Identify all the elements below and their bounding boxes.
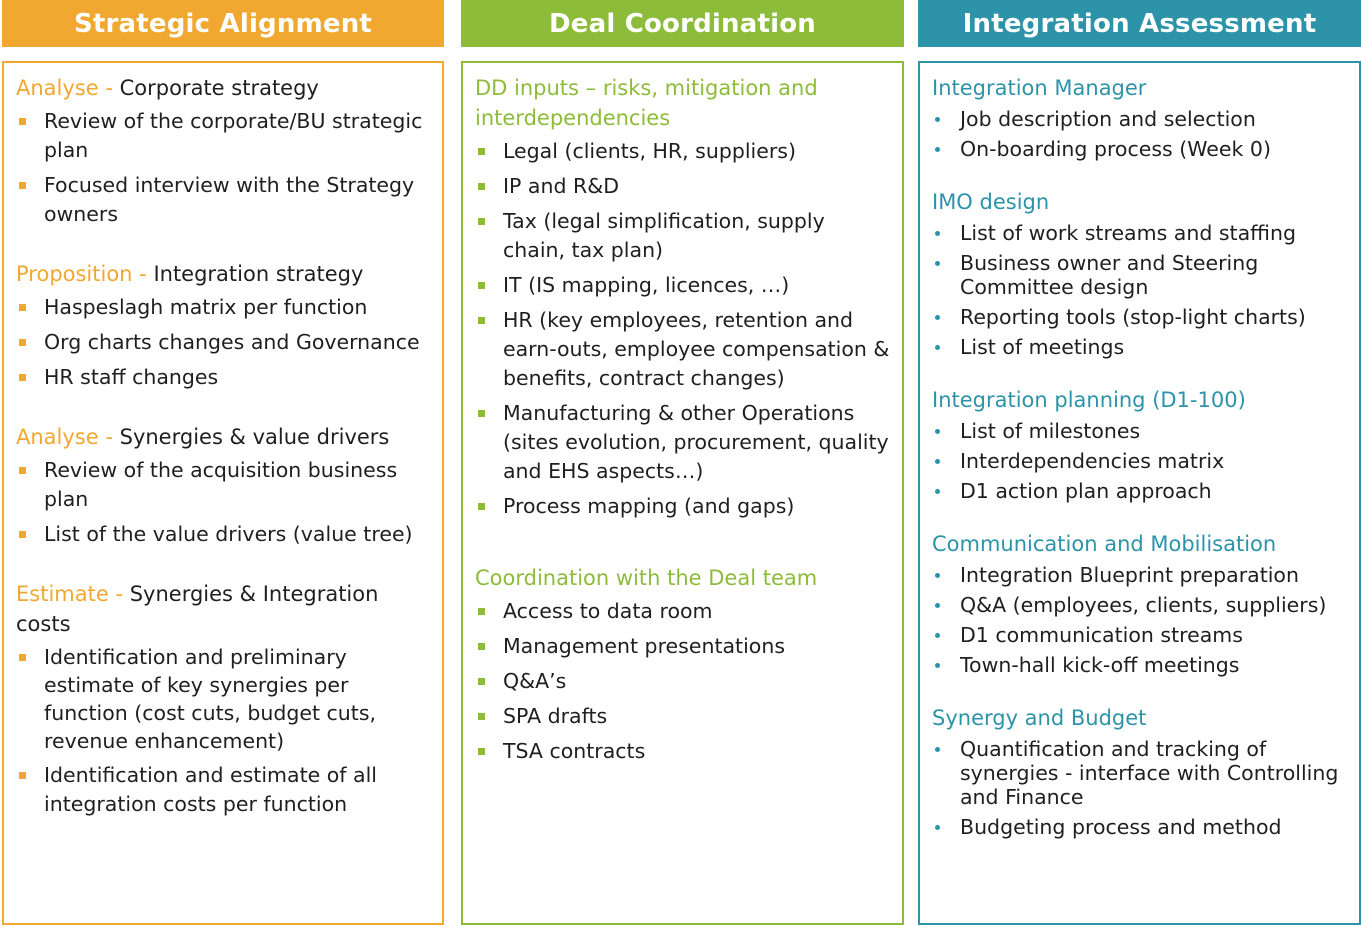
column-strategic-alignment [2,0,444,816]
square-bullet-icon [19,772,26,779]
square-bullet-icon [19,182,26,189]
column-deal-coordination [461,0,904,763]
section-title: Integration Manager [932,76,1147,100]
dot-bullet-icon [935,459,940,464]
list-item: Org charts changes and Governance [16,328,432,357]
dot-bullet-icon [935,747,940,752]
square-bullet-icon [19,374,26,381]
section-integration-manager [932,73,1349,161]
section-title: Proposition - Integration strategy [16,262,364,286]
list-item: Management presentations [475,632,892,661]
list-item: Q&A’s [475,667,892,696]
dot-bullet-icon [935,633,940,638]
list-item: Tax (legal simplification, supply chain, tax plan) [475,207,892,265]
square-bullet-icon [478,678,485,685]
list-item: HR staff changes [16,363,432,392]
section-analyse-corporate [16,73,432,229]
section-title: Analyse - Synergies & value drivers [16,425,390,449]
section-synergy-budget [932,703,1349,839]
square-bullet-icon [478,183,485,190]
list-item: Quantification and tracking of synergies - interface with Controlling and Finance [932,737,1349,809]
list-item: Review of the corporate/BU strategic plan [16,107,432,165]
list-item: Process mapping (and gaps) [475,492,892,521]
column-header: Integration Assessment [918,0,1361,47]
section-analyse-synergies [16,422,432,549]
list-item: Legal (clients, HR, suppliers) [475,137,892,166]
column-header: Strategic Alignment [2,0,444,47]
square-bullet-icon [19,654,26,661]
list-item: Budgeting process and method [932,815,1349,839]
square-bullet-icon [478,643,485,650]
section-title: Communication and Mobilisation [932,532,1277,556]
square-bullet-icon [19,339,26,346]
column-panel [918,61,1361,925]
section-title: IMO design [932,190,1050,214]
square-bullet-icon [19,467,26,474]
section-proposition [16,259,432,392]
section-communication [932,529,1349,677]
dot-bullet-icon [935,573,940,578]
list-item: Identification and estimate of all integration costs per function [16,761,432,819]
dot-bullet-icon [935,315,940,320]
column-panel [461,61,904,925]
list-item: HR (key employees, retention and earn-outs, employee compensation & benefits, contract changes) [475,306,892,393]
section-title: Estimate - Synergies & Integration costs [16,582,379,636]
dot-bullet-icon [935,147,940,152]
dot-bullet-icon [935,663,940,668]
square-bullet-icon [478,410,485,417]
section-title: Coordination with the Deal team [475,566,818,590]
section-estimate [16,579,432,819]
square-bullet-icon [19,531,26,538]
list-item: List of milestones [932,419,1349,443]
section-title: Analyse - Corporate strategy [16,76,319,100]
column-integration-assessment [918,0,1361,839]
dot-bullet-icon [935,345,940,350]
list-item: On-boarding process (Week 0) [932,137,1349,161]
dot-bullet-icon [935,117,940,122]
list-item: IT (IS mapping, licences, …) [475,271,892,300]
list-item: List of meetings [932,335,1349,359]
list-item: SPA drafts [475,702,892,731]
list-item: Town-hall kick-off meetings [932,653,1349,677]
square-bullet-icon [478,218,485,225]
square-bullet-icon [478,608,485,615]
square-bullet-icon [19,118,26,125]
square-bullet-icon [19,304,26,311]
list-item: Access to data room [475,597,892,626]
list-item: List of the value drivers (value tree) [16,520,432,549]
list-item: Reporting tools (stop-light charts) [932,305,1349,329]
dot-bullet-icon [935,429,940,434]
list-item: Interdependencies matrix [932,449,1349,473]
list-item: Integration Blueprint preparation [932,563,1349,587]
list-item: D1 action plan approach [932,479,1349,503]
list-item: List of work streams and staffing [932,221,1349,245]
list-item: Business owner and Steering Committee design [932,251,1349,299]
dot-bullet-icon [935,825,940,830]
list-item: Job description and selection [932,107,1349,131]
square-bullet-icon [478,713,485,720]
dot-bullet-icon [935,489,940,494]
dot-bullet-icon [935,231,940,236]
list-item: Manufacturing & other Operations (sites evolution, procurement, quality and EHS aspects…) [475,399,892,486]
list-item: Identification and preliminary estimate of key synergies per function (cost cuts, budget cuts, revenue enhancement) [16,643,432,755]
section-title: DD inputs – risks, mitigation and interdependencies [475,76,818,130]
section-title: Synergy and Budget [932,706,1147,730]
square-bullet-icon [478,503,485,510]
column-panel [2,61,444,925]
dot-bullet-icon [935,261,940,266]
square-bullet-icon [478,748,485,755]
section-dd-inputs [475,73,892,521]
section-deal-team [475,563,892,766]
column-header: Deal Coordination [461,0,904,47]
list-item: Haspeslagh matrix per function [16,293,432,322]
list-item: IP and R&D [475,172,892,201]
square-bullet-icon [478,317,485,324]
list-item: Q&A (employees, clients, suppliers) [932,593,1349,617]
dot-bullet-icon [935,603,940,608]
section-imo-design [932,187,1349,359]
list-item: D1 communication streams [932,623,1349,647]
square-bullet-icon [478,282,485,289]
section-integration-planning [932,385,1349,503]
list-item: Focused interview with the Strategy owners [16,171,432,229]
list-item: TSA contracts [475,737,892,766]
square-bullet-icon [478,148,485,155]
list-item: Review of the acquisition business plan [16,456,432,514]
section-title: Integration planning (D1-100) [932,388,1246,412]
